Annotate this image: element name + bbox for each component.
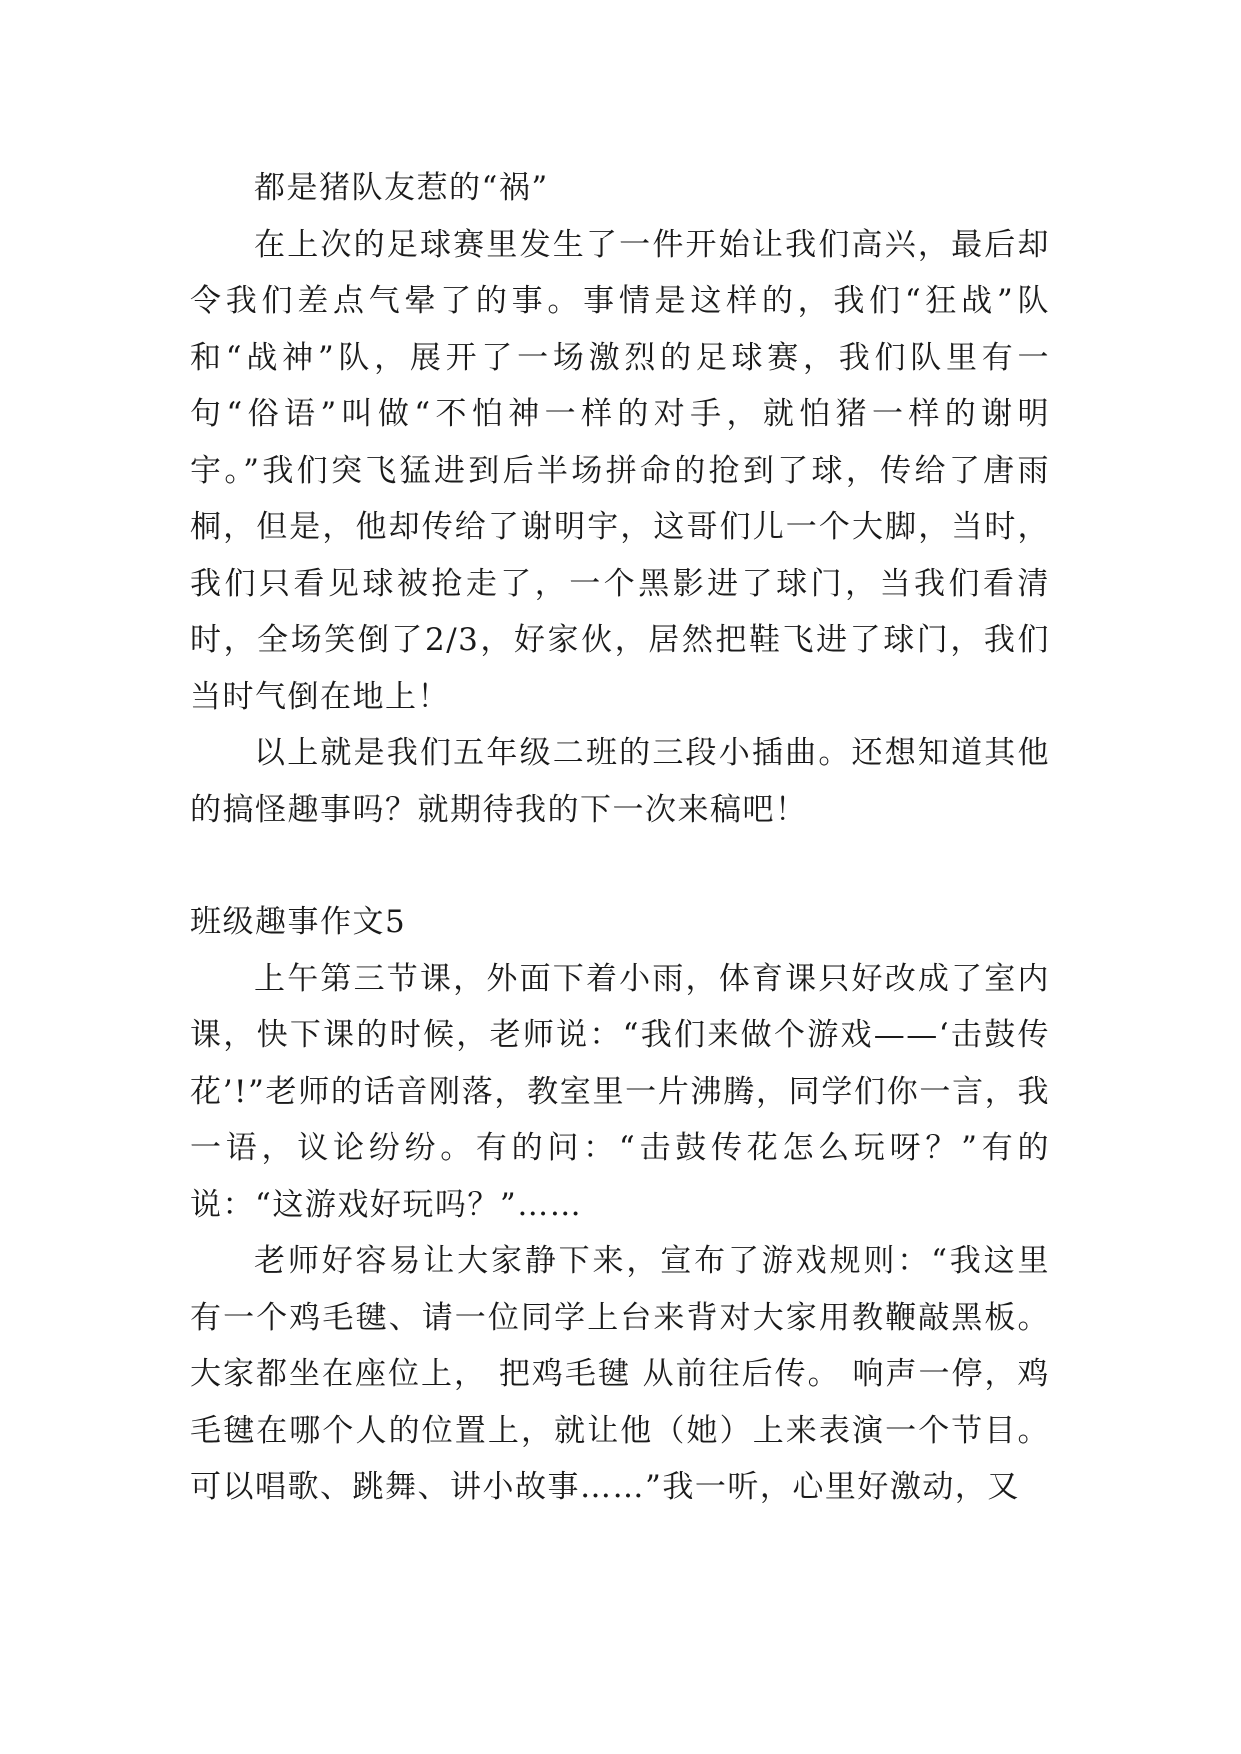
essay-heading: 班级趣事作文5 bbox=[190, 904, 407, 940]
essay-paragraph: 上午第三节课，外面下着小雨，体育课只好改成了室内课，快下课的时候，老师说：“我们来做个游戏——‘击鼓传花’!”老师的话音刚落，教室里一片沸腾，同学们你一言，我一语，议论纷纷。有的问：“击鼓传花怎么玩呀？”有的说：“这游戏好玩吗？”…… bbox=[190, 960, 1050, 1223]
story-title: 都是猪队友惹的“祸” bbox=[254, 170, 549, 206]
story-paragraph: 以上就是我们五年级二班的三段小插曲。还想知道其他的搞怪趣事吗？就期待我的下一次来稿吧！ bbox=[190, 735, 1050, 828]
essay-paragraph: 老师好容易让大家静下来，宣布了游戏规则：“我这里有一个鸡毛毽、请一位同学上台来背对大家用教鞭敲黑板。大家都坐在座位上， 把鸡毛毽 从前往后传。 响声一停，鸡毛毽在哪个人的位置上，就让他（她）上来表演一个节目。可以唱歌、跳舞、讲小故事……”我一听，心里好激动，又 bbox=[190, 1243, 1050, 1505]
section-gap bbox=[190, 838, 1050, 894]
document-body bbox=[190, 160, 1050, 1516]
story-paragraph: 在上次的足球赛里发生了一件开始让我们高兴，最后却令我们差点气晕了的事。事情是这样的，我们“狂战”队和“战神”队，展开了一场激烈的足球赛，我们队里有一句“俗语”叫做“不怕神一样的对手，就怕猪一样的谢明宇。”我们突飞猛进到后半场拼命的抢到了球，传给了唐雨桐，但是，他却传给了谢明宇，这哥们儿一个大脚，当时，我们只看见球被抢走了，一个黑影进了球门，当我们看清时，全场笑倒了2/3，好家伙，居然把鞋飞进了球门，我们当时气倒在地上！ bbox=[190, 226, 1050, 715]
